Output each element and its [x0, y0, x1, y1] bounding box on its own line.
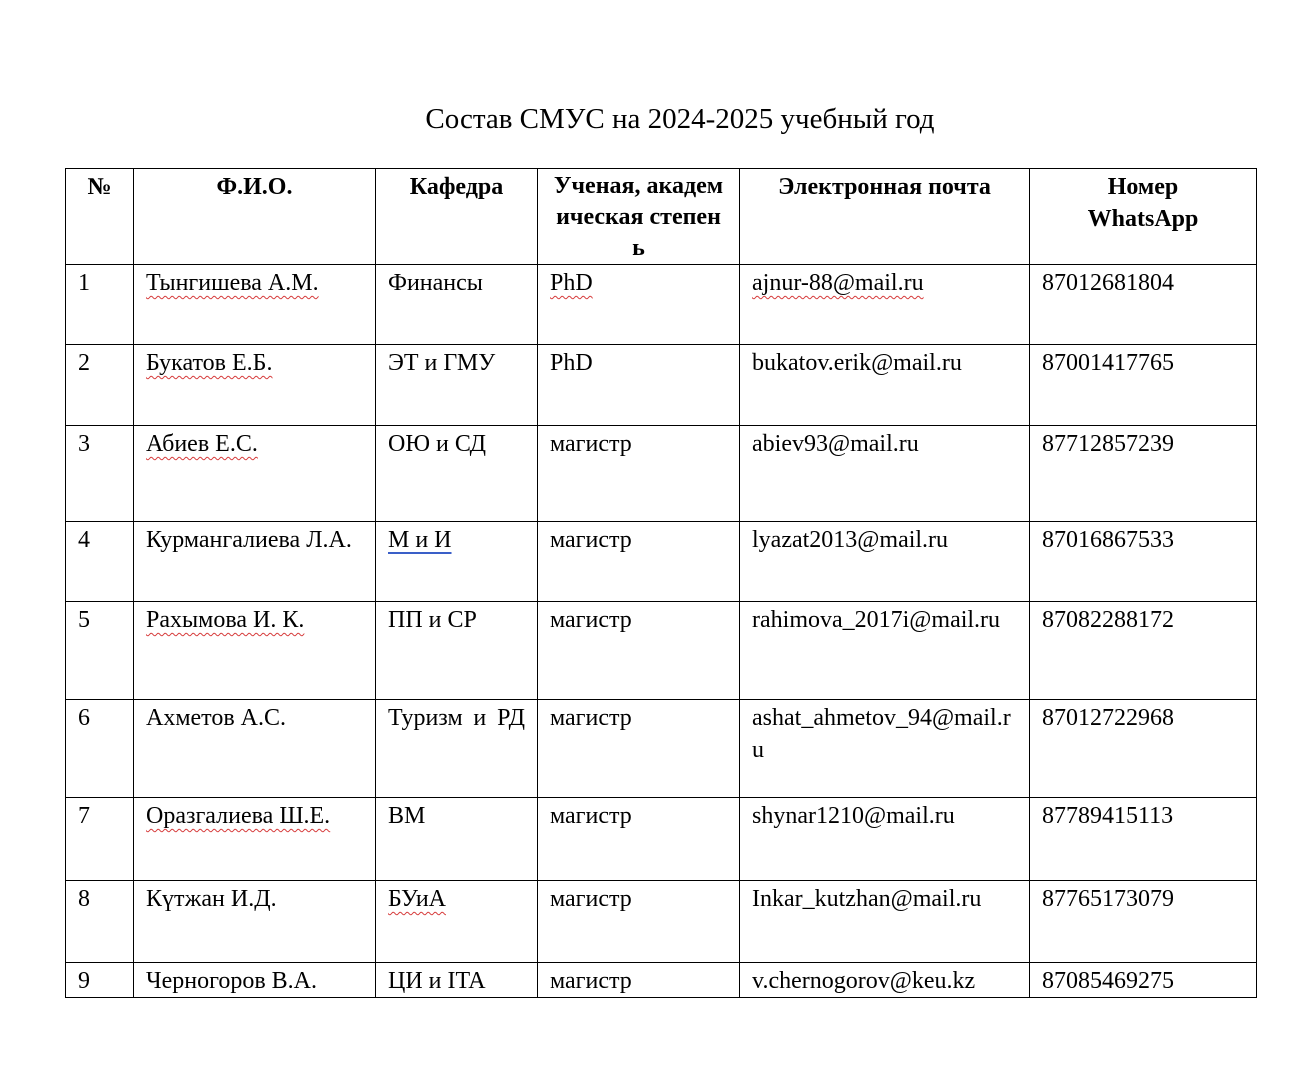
row-kafedra: ЭТ и ГМУ [376, 345, 538, 426]
row-phone: 87085469275 [1030, 963, 1257, 998]
row-kafedra: ОЮ и СД [376, 426, 538, 522]
row-fio [134, 265, 376, 345]
row-email: shynar1210@mail.ru [740, 798, 1030, 881]
smus-members-table [65, 168, 1257, 998]
row-phone: 87712857239 [1030, 426, 1257, 522]
header-fio: Ф.И.О. [134, 169, 376, 265]
table-row [66, 881, 1257, 963]
header-whatsapp: Номер WhatsApp [1030, 169, 1257, 265]
fio-text: Рахымова И. К. [146, 607, 305, 633]
row-email: Inkar_kutzhan@mail.ru [740, 881, 1030, 963]
row-num: 4 [66, 522, 134, 602]
row-kafedra: Финансы [376, 265, 538, 345]
header-num: № [66, 169, 134, 265]
table-row [66, 345, 1257, 426]
row-phone: 87001417765 [1030, 345, 1257, 426]
kafedra-text: М и И [388, 527, 452, 553]
table-row [66, 602, 1257, 700]
row-num: 3 [66, 426, 134, 522]
row-phone: 87082288172 [1030, 602, 1257, 700]
row-degree: магистр [538, 963, 740, 998]
row-degree: магистр [538, 426, 740, 522]
row-email: lyazat2013@mail.ru [740, 522, 1030, 602]
fio-text: Букатов Е.Б. [146, 350, 273, 376]
row-fio: Күтжан И.Д. [134, 881, 376, 963]
row-email: v.chernogorov@keu.kz [740, 963, 1030, 998]
row-fio [134, 345, 376, 426]
row-phone: 87016867533 [1030, 522, 1257, 602]
row-email: abiev93@mail.ru [740, 426, 1030, 522]
row-degree: магистр [538, 881, 740, 963]
row-phone: 87012722968 [1030, 700, 1257, 798]
row-kafedra [376, 881, 538, 963]
row-degree: магистр [538, 700, 740, 798]
fio-text: Абиев Е.С. [146, 431, 258, 457]
row-degree: магистр [538, 602, 740, 700]
row-num: 8 [66, 881, 134, 963]
email-text: ajnur-88@mail.ru [752, 270, 924, 296]
degree-text: PhD [550, 270, 593, 296]
row-kafedra: ПП и СР [376, 602, 538, 700]
kafedra-text: БУиА [388, 886, 446, 912]
table-row [66, 963, 1257, 998]
row-num: 5 [66, 602, 134, 700]
row-email [740, 265, 1030, 345]
row-fio [134, 602, 376, 700]
fio-text: Оразгалиева Ш.Е. [146, 803, 331, 829]
row-email: bukatov.erik@mail.ru [740, 345, 1030, 426]
row-fio: Ахметов А.С. [134, 700, 376, 798]
row-fio: Курмангалиева Л.А. [134, 522, 376, 602]
table-row [66, 522, 1257, 602]
row-kafedra: Туризм и РД [376, 700, 538, 798]
row-kafedra: ВМ [376, 798, 538, 881]
fio-text: Тынгишева А.М. [146, 270, 319, 296]
row-fio: Черногоров В.А. [134, 963, 376, 998]
table-row [66, 265, 1257, 345]
row-degree [538, 265, 740, 345]
row-num: 9 [66, 963, 134, 998]
row-degree: магистр [538, 798, 740, 881]
table-header-row [66, 169, 1257, 265]
row-num: 7 [66, 798, 134, 881]
row-num: 2 [66, 345, 134, 426]
row-kafedra [376, 522, 538, 602]
row-phone: 87765173079 [1030, 881, 1257, 963]
table-row [66, 426, 1257, 522]
row-kafedra: ЦИ и ITA [376, 963, 538, 998]
row-email: ashat_ahmetov_94@mail.ru [740, 700, 1030, 798]
row-degree: PhD [538, 345, 740, 426]
row-degree: магистр [538, 522, 740, 602]
table-row [66, 700, 1257, 798]
row-num: 1 [66, 265, 134, 345]
row-phone: 87789415113 [1030, 798, 1257, 881]
table-row [66, 798, 1257, 881]
row-email: rahimova_2017i@mail.ru [740, 602, 1030, 700]
row-phone: 87012681804 [1030, 265, 1257, 345]
row-fio [134, 426, 376, 522]
header-degree: Ученая, академическая степень [538, 169, 740, 265]
row-fio [134, 798, 376, 881]
header-kafedra: Кафедра [376, 169, 538, 265]
document-title: Состав СМУС на 2024-2025 учебный год [425, 103, 935, 135]
row-num: 6 [66, 700, 134, 798]
header-email: Электронная почта [740, 169, 1030, 265]
